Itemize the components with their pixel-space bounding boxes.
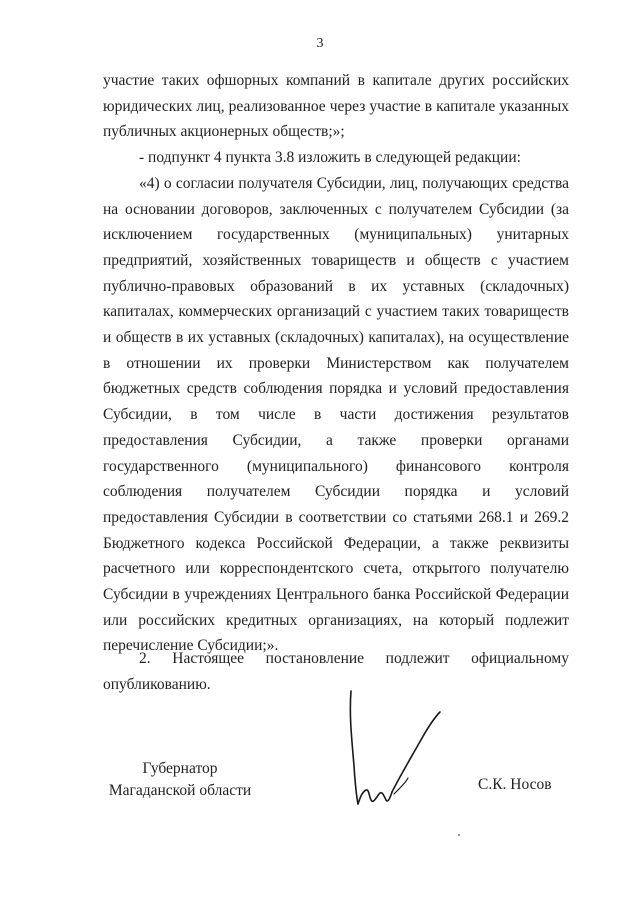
body-text: [103, 68, 569, 659]
item-2-text: 2. Настоящее постановление подлежит официальному опубликованию.: [103, 650, 569, 693]
scan-speck: [458, 834, 460, 836]
paragraph-subitem-instruction: - подпункт 4 пункта 3.8 изложить в следующей редакции:: [139, 149, 521, 167]
paragraph-continuation: участие таких офшорных компаний в капитале других российских юридических лиц, реализованное через участие в капитале указанных публичных акционерных обществ;»;: [103, 72, 569, 141]
handwritten-signature: [336, 686, 446, 812]
signatory-title: [90, 758, 270, 802]
signatory-title-line2: Магаданской области: [108, 782, 252, 799]
signatory-name: С.К. Носов: [478, 776, 552, 793]
page-number: 3: [316, 36, 324, 51]
signatory-title-line1: Губернатор: [142, 760, 218, 777]
paragraph-new-wording: «4) о согласии получателя Субсидии, лиц, получающих средства на основании договоров, заключенных с получателем Субсидии (за исключением государственных (муниципальных) унитарных предприятий, хозяйственных товариществ и обществ с участием публично-правовых образований в их уставных (складочных) капиталах, коммерческих организаций с участием таких товариществ и обществ в их уставных (складочных) капиталах), на осуществление в отношении их проверки Министерством как получателем бюджетных средств соблюдения порядка и условий предоставления Субсидии, в том числе в части достижения результатов предоставления Субсидии, а также проверки органами государственного (муниципального) финансового контроля соблюдения получателем Субсидии порядка и условий предоставления Субсидии в соответствии со статьями 268.1 и 269.2 Бюджетного кодекса Российской Федерации, а также реквизиты расчетного или корреспондентского счета, открытого получателю Субсидии в учреждениях Центрального банка Российской Федерации или российских кредитных организациях, на который подлежит перечисление Субсидии;».: [103, 174, 569, 655]
